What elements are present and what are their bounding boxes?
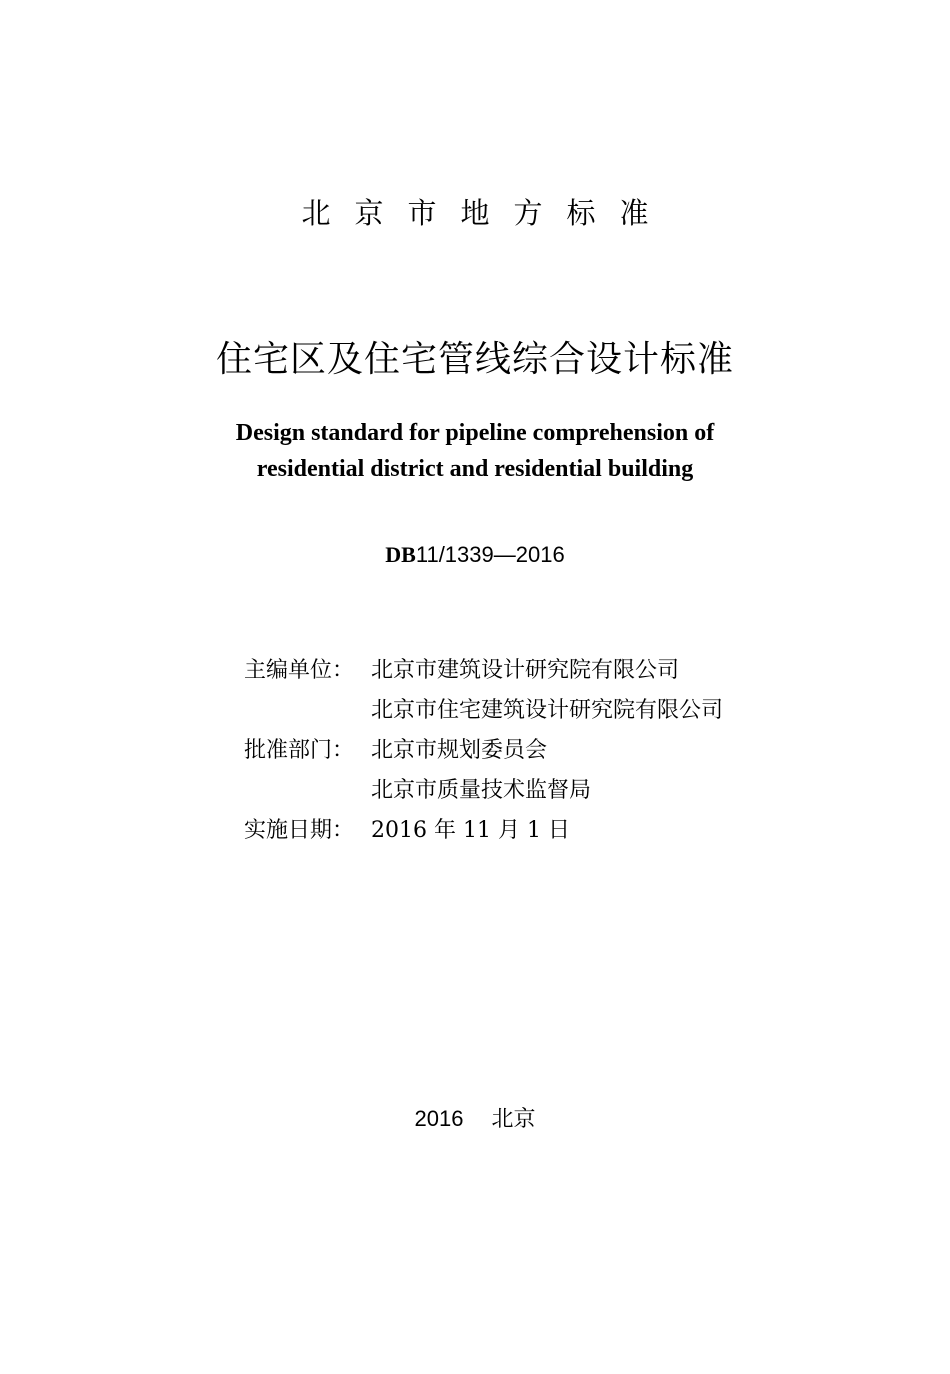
editor-value-2: 北京市住宅建筑设计研究院有限公司: [371, 697, 724, 723]
title-english: [0, 415, 950, 487]
approver-label: 批准部门：: [244, 737, 355, 763]
approver-value-1: 北京市规划委员会: [371, 737, 548, 763]
footer-place: 北京: [491, 1107, 536, 1132]
standard-code-prefix: DB: [385, 542, 416, 567]
date-row: [244, 808, 864, 848]
title-english-line-2: residential district and residential building: [256, 456, 694, 482]
title-english-line-1: Design standard for pipeline comprehension of: [235, 420, 715, 446]
editor-value-1: 北京市建筑设计研究院有限公司: [371, 657, 680, 683]
approver-value-2: 北京市质量技术监督局: [371, 777, 592, 803]
approver-row-2: [244, 768, 864, 808]
date-value: 2016 年 11 月 1 日: [371, 817, 570, 843]
title-chinese: 住宅区及住宅管线综合设计标准: [215, 339, 734, 380]
footer-year: 2016: [414, 1106, 464, 1131]
publication-footer: [0, 1106, 950, 1133]
date-label: 实施日期：: [244, 817, 355, 843]
standard-type-heading: 北京市地方标准: [301, 196, 673, 230]
standard-code-number: 11/1339—2016: [415, 542, 565, 567]
approver-row: [244, 728, 864, 768]
publication-info: [244, 648, 864, 848]
editor-row-2: [244, 688, 864, 728]
editor-row: [244, 648, 864, 688]
editor-label: 主编单位：: [244, 657, 355, 683]
standard-code: [0, 542, 950, 569]
